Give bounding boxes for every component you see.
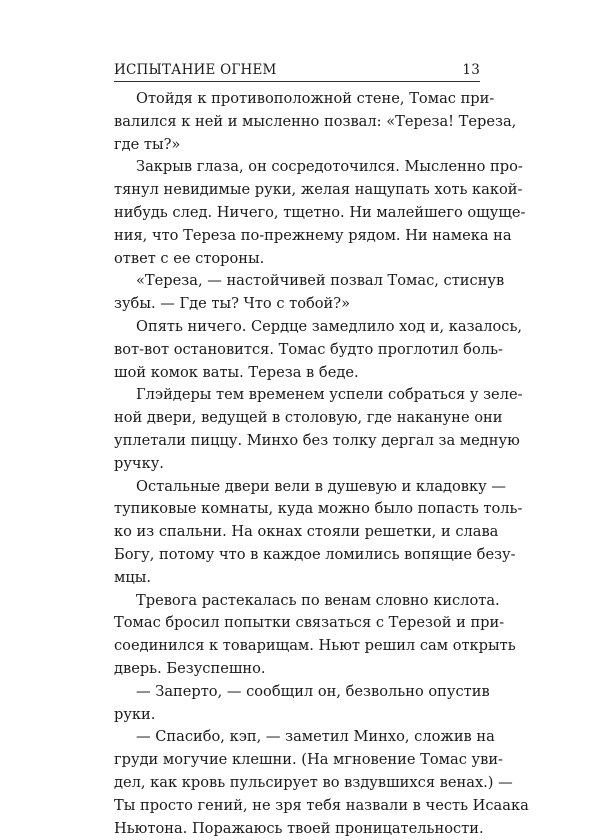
paragraph (114, 476, 480, 590)
text-line: вот-вот остановится. Томас будто проглотил боль- (114, 339, 480, 362)
text-line: ной двери, ведущей в столовую, где накануне они (114, 407, 480, 430)
text-line: Закрыв глаза, он сосредоточился. Мысленно про- (114, 156, 480, 179)
text-line: ко из спальни. На окнах стояли решетки, и слава (114, 521, 480, 544)
text-line: Глэйдеры тем временем успели собраться у зеле- (114, 384, 480, 407)
paragraph (114, 681, 480, 727)
paragraph (114, 590, 480, 681)
text-line: дел, как кровь пульсирует во вздувшихся венах.) — (114, 772, 480, 795)
text-line: груди могучие клешни. (На мгновение Томас уви- (114, 749, 480, 772)
text-line: дверь. Безуспешно. (114, 658, 480, 681)
text-line: тянул невидимые руки, желая нащупать хоть какой- (114, 179, 480, 202)
chapter-title: ИСПЫТАНИЕ ОГНЕМ (114, 62, 277, 78)
text-line: ответ с ее стороны. (114, 248, 480, 271)
text-line: нибудь след. Ничего, тщетно. Ни малейшего ощуще- (114, 202, 480, 225)
text-line: «Тереза, — настойчивей позвал Томас, стиснув (114, 270, 480, 293)
text-line: мцы. (114, 567, 480, 590)
text-line: Ньютона. Поражаюсь твоей проницательности. (114, 818, 480, 840)
text-line: Ты просто гений, не зря тебя назвали в честь Исаака (114, 795, 480, 818)
text-line: Отойдя к противоположной стене, Томас при- (114, 88, 480, 111)
body-text (114, 88, 480, 840)
book-page (114, 62, 480, 840)
text-line: Опять ничего. Сердце замедлило ход и, казалось, (114, 316, 480, 339)
paragraph (114, 384, 480, 475)
text-line: — Спасибо, кэп, — заметил Минхо, сложив на (114, 726, 480, 749)
paragraph (114, 156, 480, 270)
text-line: зубы. — Где ты? Что с тобой?» (114, 293, 480, 316)
paragraph (114, 316, 480, 384)
paragraph (114, 88, 480, 156)
text-line: Остальные двери вели в душевую и кладовку — (114, 476, 480, 499)
text-line: руки. (114, 704, 480, 727)
running-header (114, 62, 480, 82)
text-line: ния, что Тереза по-прежнему рядом. Ни намека на (114, 225, 480, 248)
text-line: валился к ней и мысленно позвал: «Тереза! Тереза, (114, 111, 480, 134)
text-line: уплетали пиццу. Минхо без толку дергал за медную (114, 430, 480, 453)
page-number: 13 (462, 62, 480, 78)
text-line: Богу, потому что в каждое ломились вопящие безу- (114, 544, 480, 567)
text-line: — Заперто, — сообщил он, безвольно опустив (114, 681, 480, 704)
text-line: Томас бросил попытки связаться с Терезой и при- (114, 612, 480, 635)
text-line: Тревога растекалась по венам словно кислота. (114, 590, 480, 613)
text-line: шой комок ваты. Тереза в беде. (114, 362, 480, 385)
text-line: ручку. (114, 453, 480, 476)
text-line: где ты?» (114, 134, 480, 157)
text-line: тупиковые комнаты, куда можно было попасть толь- (114, 498, 480, 521)
paragraph (114, 270, 480, 316)
text-line: соединился к товарищам. Ньют решил сам открыть (114, 635, 480, 658)
paragraph (114, 726, 480, 840)
